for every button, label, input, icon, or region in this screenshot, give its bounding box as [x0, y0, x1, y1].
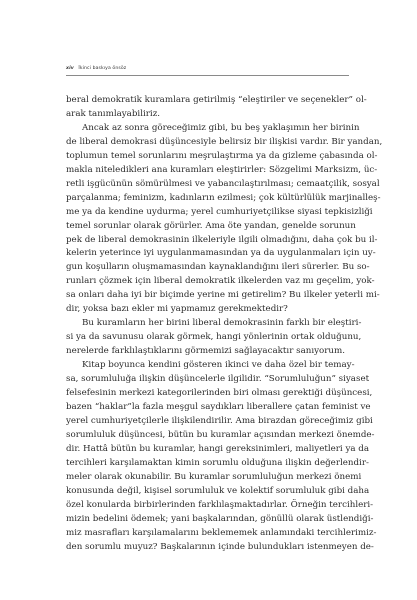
text-line: makla niteledikleri ana kuramları eleştirirler: Sözgelimi Marksizm, üc-	[66, 164, 378, 175]
body-text	[66, 94, 383, 554]
text-line: gun koşulların oluşmamasından kaynaklandığını ileri sürerler. Bu so-	[66, 262, 370, 273]
text-line: kelerin yeterince iyi uygulanmamasından ya da uygulanmaları için uy-	[66, 248, 376, 259]
text-line: mizin bedelini ödemek; yani başkalarından, gönüllü olarak üstlendiği-	[66, 513, 374, 524]
text-line: retli işgücünün sömürülmesi ve yabancılaştırılması; cemaatçilik, sosyal	[66, 178, 380, 189]
paragraph	[66, 359, 377, 554]
text-line: runları çözmek için liberal demokratik ilkelerden vaz mı geçelim, yok-	[66, 276, 375, 287]
text-line: Ancak az sonra göreceğimiz gibi, bu beş yaklaşımın her birinin	[82, 122, 360, 133]
text-line: felsefesinin merkezi kategorilerinden biri olması gerektiği düşüncesi,	[66, 388, 373, 399]
running-head-title: İkinci baskıya önsöz	[78, 66, 127, 71]
text-line: parçalanma; feminizm, kadınların ezilmesi; çok kültürlülük marjinalleş-	[66, 192, 381, 203]
text-line: Bu kuramların her birini liberal demokrasinin farklı bir eleştiri-	[82, 318, 362, 329]
text-line: toplumun temel sorunlarını meşrulaştırma ya da gizleme çabasında ol-	[66, 150, 378, 161]
text-line: pek de liberal demokrasinin ilkeleriyle ilgili olmadığını, daha çok bu il-	[66, 234, 378, 245]
text-line: sa onları daha iyi bir biçimde yerine mi getirelim? Bu ilkeler yeterli mi-	[66, 290, 380, 301]
text-line: den sorumlu muyuz? Başkalarının içinde bulundukları istenmeyen de-	[66, 541, 374, 552]
paragraph	[66, 122, 383, 317]
text-line: meler olarak okunabilir. Bu kuramlar sorumluluğun merkezi önemi	[66, 471, 362, 482]
text-line: arak tanımlayabiliriz.	[66, 108, 161, 119]
running-head	[66, 66, 126, 71]
text-line: temel sorunlar olarak görürler. Ama öte yandan, genelde sorunun	[66, 220, 356, 231]
text-line: bazen “haklar”la fazla meşgul saydıkları liberallere çatan feminist ve	[66, 401, 371, 412]
text-line: me ya da kendine uydurma; yerel cumhuriyetçilikse siyasi tepkisizliği	[66, 206, 373, 217]
text-line: nerelerde farklılaştıklarını görmemizi sağlayacaktır sanıyorum.	[66, 346, 346, 357]
text-line: de liberal demokrasi düşüncesiyle belirsiz bir ilişkisi vardır. Bir yandan,	[66, 136, 383, 147]
text-line: dir, yoksa bazı ekler mi yapmamız gerekmektedir?	[66, 304, 288, 315]
text-line: yerel cumhuriyetçilerle ilişkilendirilir. Ama birazdan göreceğimiz gibi	[66, 415, 373, 426]
header-rule	[66, 75, 349, 76]
text-line: özel konularda birbirlerinden farklılaşmaktadırlar. Örneğin tercihleri-	[66, 499, 374, 510]
page-number: xiv	[66, 66, 74, 71]
text-line: si ya da savunusu olarak görmek, hangi yönlerinin ortak olduğunu,	[66, 332, 362, 343]
text-line: sa, sorumluluğa ilişkin düşüncelerle ilgilidir. “Sorumluluğun” siyaset	[66, 374, 370, 385]
text-line: Kitap boyunca kendini gösteren ikinci ve daha özel bir temay-	[82, 360, 355, 371]
text-line: tercihleri karşılamaktan kimin sorumlu olduğuna ilişkin değerlendir-	[66, 457, 369, 468]
text-line: beral demokratik kuramlara getirilmiş “eleştiriler ve seçenekler” ol-	[66, 95, 367, 105]
paragraph	[66, 94, 367, 122]
text-line: sorumluluk düşüncesi, bütün bu kuramlar açısından merkezi önemde-	[66, 429, 375, 440]
text-line: dir. Hattâ bütün bu kuramlar, hangi gereksinimleri, maliyetleri ya da	[66, 443, 370, 454]
text-line: miz masrafları karşılamalarını beklememek anlamındaki tercihlerimiz-	[66, 527, 377, 538]
text-line: konusunda değil, kişisel sorumluluk ve kolektif sorumluluk gibi daha	[66, 485, 370, 496]
paragraph	[66, 317, 362, 359]
